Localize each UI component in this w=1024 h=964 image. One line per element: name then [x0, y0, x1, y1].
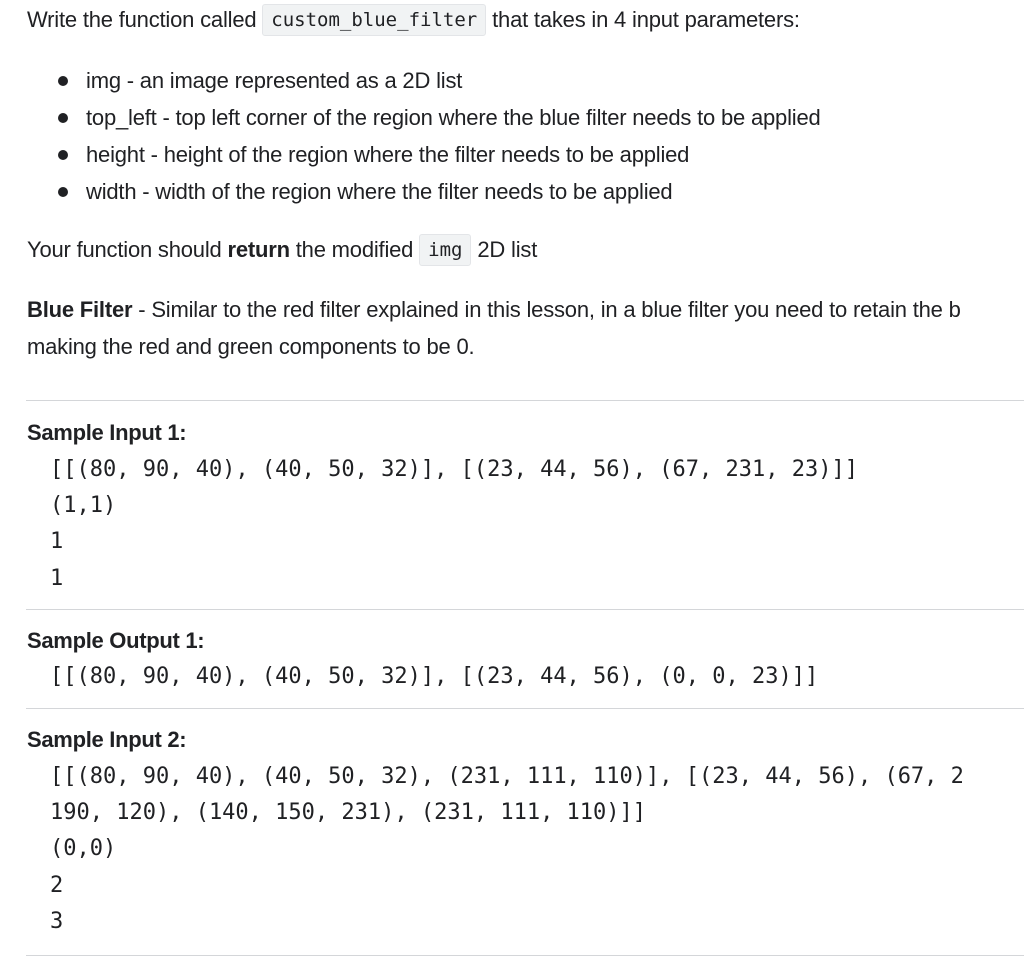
intro-line	[27, 4, 800, 36]
return-text-middle: the modified	[289, 237, 420, 262]
sample-input-2-title: Sample Input 2:	[27, 727, 187, 752]
sample-input-2-line: 190, 120), (140, 150, 231), (231, 111, 110)]]	[50, 800, 647, 825]
function-name-code: custom_blue_filter	[262, 4, 486, 36]
list-item	[58, 62, 821, 99]
sample-input-1-line: 1	[50, 529, 64, 554]
return-line	[27, 234, 537, 266]
intro-text-before: Write the function called	[27, 7, 263, 32]
return-text-after: 2D list	[471, 237, 538, 262]
sample-input-2-line: (0,0)	[50, 836, 117, 861]
sample-output-1-line: [[(80, 90, 40), (40, 50, 32)], [(23, 44, 56), (0, 0, 23)]]	[50, 664, 819, 689]
sample-input-1-line: (1,1)	[50, 493, 117, 518]
bullet-icon	[58, 113, 68, 123]
blue-filter-text: - Similar to the red filter explained in this lesson, in a blue filter you need to retain the b	[132, 297, 961, 322]
blue-filter-label: Blue Filter	[27, 297, 133, 322]
divider	[26, 708, 1024, 709]
list-item	[58, 99, 821, 136]
sample-input-2-line: 3	[50, 909, 64, 934]
sample-input-1-line: 1	[50, 566, 64, 591]
blue-filter-description-line-2: making the red and green components to be 0.	[27, 334, 475, 359]
divider	[26, 400, 1024, 401]
divider	[26, 609, 1024, 610]
intro-text-after: that takes in 4 input parameters:	[486, 7, 800, 32]
sample-input-1-line: [[(80, 90, 40), (40, 50, 32)], [(23, 44, 56), (67, 231, 23)]]	[50, 457, 858, 482]
param-text: img - an image represented as a 2D list	[86, 68, 463, 93]
divider	[26, 955, 1024, 956]
param-text: height - height of the region where the filter needs to be applied	[86, 142, 690, 167]
return-text-before: Your function should	[27, 237, 228, 262]
sample-input-2-line: [[(80, 90, 40), (40, 50, 32), (231, 111, 110)], [(23, 44, 56), (67, 2	[50, 764, 964, 789]
parameter-list	[58, 62, 821, 210]
img-code: img	[419, 234, 471, 266]
list-item	[58, 136, 821, 173]
blue-filter-description	[27, 295, 961, 325]
sample-input-2-line: 2	[50, 873, 64, 898]
bullet-icon	[58, 150, 68, 160]
bullet-icon	[58, 187, 68, 197]
sample-input-1-title: Sample Input 1:	[27, 420, 187, 445]
bullet-icon	[58, 76, 68, 86]
param-text: top_left - top left corner of the region where the blue filter needs to be applied	[86, 105, 821, 130]
return-keyword: return	[227, 237, 290, 262]
param-text: width - width of the region where the filter needs to be applied	[86, 179, 673, 204]
list-item	[58, 173, 821, 210]
sample-output-1-title: Sample Output 1:	[27, 628, 205, 653]
